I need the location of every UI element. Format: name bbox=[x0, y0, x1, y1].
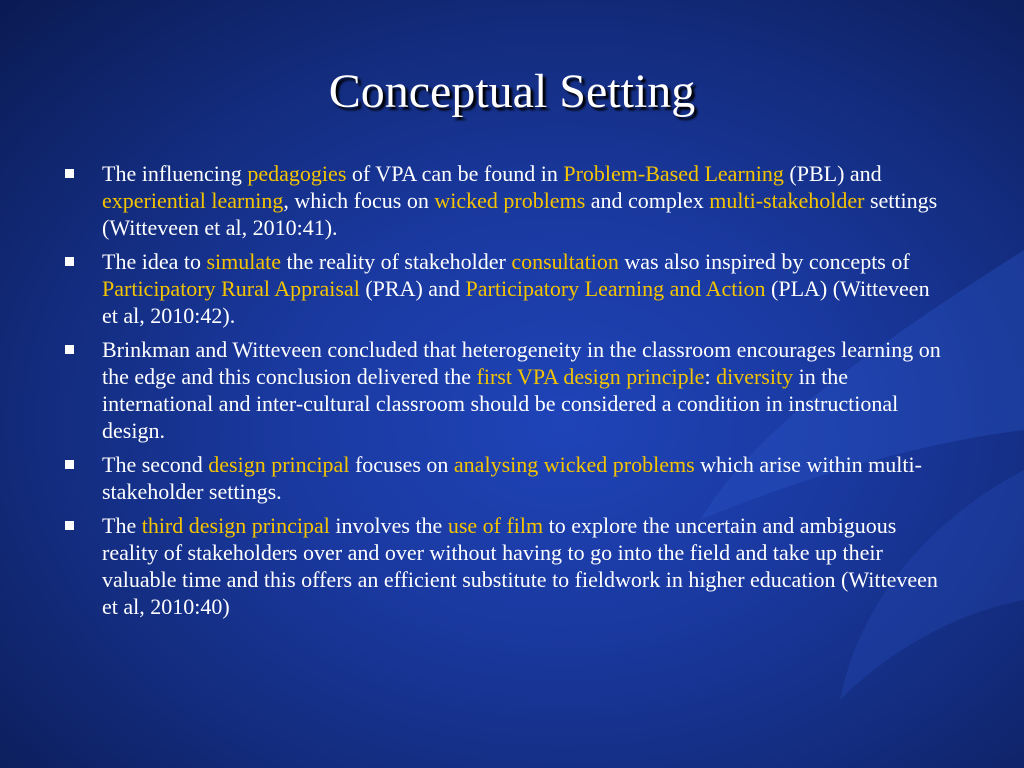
bullet-text: focuses on bbox=[349, 452, 454, 477]
square-bullet-icon bbox=[65, 521, 74, 530]
highlighted-term: Participatory Rural Appraisal bbox=[102, 276, 360, 301]
bullet-text: (PRA) and bbox=[359, 276, 466, 301]
highlighted-term: Participatory Learning and Action bbox=[465, 276, 766, 301]
bullet-item bbox=[62, 512, 942, 620]
square-bullet-icon bbox=[65, 345, 74, 354]
highlighted-term: design principal bbox=[208, 452, 350, 477]
highlighted-term: simulate bbox=[206, 249, 282, 274]
bullet-text: : bbox=[704, 364, 717, 389]
highlighted-term: experiential learning bbox=[102, 188, 284, 213]
highlighted-term: consultation bbox=[511, 249, 619, 274]
highlighted-term: first VPA design principle bbox=[476, 364, 705, 389]
bullet-text: The influencing bbox=[102, 161, 248, 186]
bullet-text: which arise within multi-stakeholder settings. bbox=[102, 452, 922, 504]
bullet-text: settings (Witteveen et al, 2010:41). bbox=[102, 188, 938, 240]
slide-title: Conceptual Setting bbox=[328, 65, 696, 118]
highlighted-term: third design principal bbox=[141, 513, 330, 538]
square-bullet-icon bbox=[65, 257, 74, 266]
bullet-text: The idea to bbox=[102, 249, 207, 274]
bullet-text: The bbox=[102, 513, 142, 538]
bullet-text: and complex bbox=[585, 188, 710, 213]
highlighted-term: multi-stakeholder bbox=[709, 188, 865, 213]
highlighted-term: pedagogies bbox=[247, 161, 347, 186]
bullet-text: (PBL) and bbox=[783, 161, 882, 186]
bullet-list bbox=[62, 160, 942, 627]
bullet-text: , which focus on bbox=[283, 188, 435, 213]
square-bullet-icon bbox=[65, 169, 74, 178]
bullet-text: of VPA can be found in bbox=[346, 161, 564, 186]
bullet-text: (PLA) (Witteveen et al, 2010:42). bbox=[102, 276, 930, 328]
bullet-text: The second bbox=[102, 452, 209, 477]
highlighted-term: use of film bbox=[447, 513, 544, 538]
bullet-item bbox=[62, 451, 942, 505]
bullet-item bbox=[62, 160, 942, 241]
highlighted-term: wicked problems bbox=[434, 188, 586, 213]
highlighted-term: Problem-Based Learning bbox=[563, 161, 784, 186]
highlighted-term: diversity bbox=[716, 364, 794, 389]
square-bullet-icon bbox=[65, 460, 74, 469]
bullet-item bbox=[62, 248, 942, 329]
bullet-text: the reality of stakeholder bbox=[281, 249, 512, 274]
bullet-text: was also inspired by concepts of bbox=[618, 249, 910, 274]
bullet-text: involves the bbox=[329, 513, 448, 538]
bullet-item bbox=[62, 336, 942, 444]
highlighted-term: analysing wicked problems bbox=[453, 452, 695, 477]
bullet-text: Brinkman and Witteveen concluded that heterogeneity in the classroom encourages learning on the edge and this conclusion delivered the bbox=[102, 337, 941, 389]
bullet-text: in the international and inter-cultural classroom should be considered a condition in instructional design. bbox=[102, 364, 899, 443]
bullet-text: to explore the uncertain and ambiguous reality of stakeholders over and over without having to go into the field and take up their valuable time and this offers an efficient substitute to fieldwork in higher education (Witteveen et al, 2010:40) bbox=[102, 513, 938, 619]
